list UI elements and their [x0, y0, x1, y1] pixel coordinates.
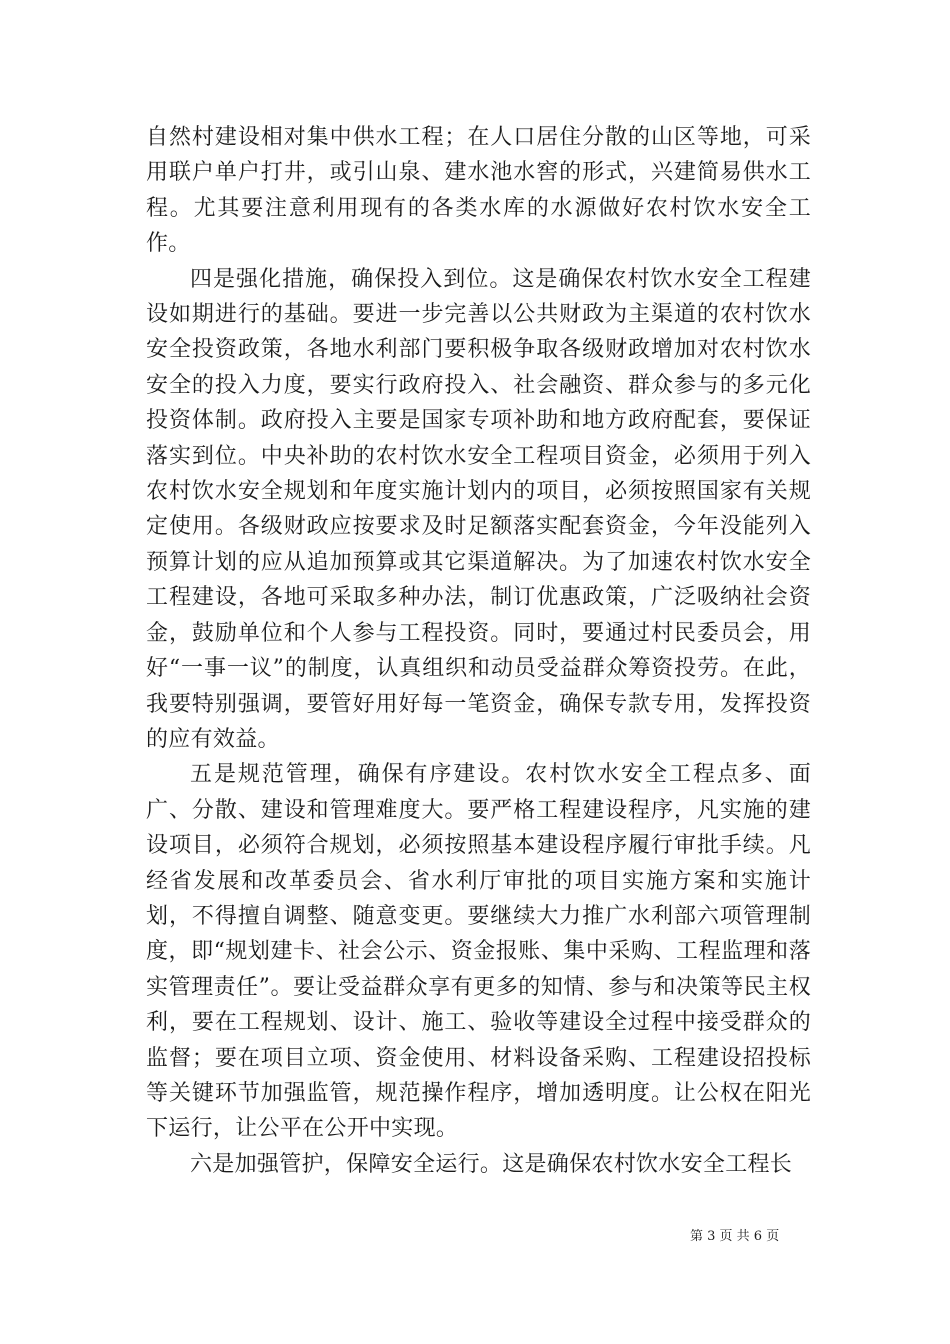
paragraph-five-management: 五是规范管理，确保有序建设。农村饮水安全工程点多、面广、分散、建设和管理难度大。要严格工程建设程序，凡实施的建设项目，必须符合规划，必须按照基本建设程序履行审批手续。凡经省发展和改革委员会、省水利厅审批的项目实施方案和实施计划，不得擅自调整、随意变更。要继续大力推广水利部六项管理制度，即“规划建卡、社会公示、资金报账、集中采购、工程监理和落实管理责任”。要让受益群众享有更多的知情、参与和决策等民主权利，要在工程规划、设计、施工、验收等建设全过程中接受群众的监督；要在项目立项、资金使用、材料设备采购、工程建设招投标等关键环节加强监管，规范操作程序，增加透明度。让公权在阳光下运行，让公平在公开中实现。	[146, 762, 811, 1142]
paragraph-six-maintenance: 六是加强管护，保障安全运行。这是确保农村饮水安全工程长	[190, 1151, 793, 1177]
paragraph-four-investment: 四是强化措施，确保投入到位。这是确保农村饮水安全工程建设如期进行的基础。要进一步完善以公共财政为主渠道的农村饮水安全投资政策，各地水利部门要积极争取各级财政增加对农村饮水安全的投入力度，要实行政府投入、社会融资、群众参与的多元化投资体制。政府投入主要是国家专项补助和地方政府配套，要保证落实到位。中央补助的农村饮水安全工程项目资金，必须用于列入农村饮水安全规划和年度实施计划内的项目，必须按照国家有关规定使用。各级财政应按要求及时足额落实配套资金，今年没能列入预算计划的应从追加预算或其它渠道解决。为了加速农村饮水安全工程建设，各地可采取多种办法，制订优惠政策，广泛吸纳社会资金，鼓励单位和个人参与工程投资。同时，要通过村民委员会，用好“一事一议”的制度，认真组织和动员受益群众筹资投劳。在此，我要特别强调，要管好用好每一笔资金，确保专款专用，发挥投资的应有效益。	[146, 266, 811, 752]
paragraph-continuation: 自然村建设相对集中供水工程；在人口居住分散的山区等地，可采用联户单户打井，或引山泉、建水池水窖的形式，兴建简易供水工程。尤其要注意利用现有的各类水库的水源做好农村饮水安全工作。	[146, 125, 811, 257]
document-body	[146, 120, 811, 1182]
page-number-footer: 第 3 页 共 6 页	[690, 1229, 780, 1244]
